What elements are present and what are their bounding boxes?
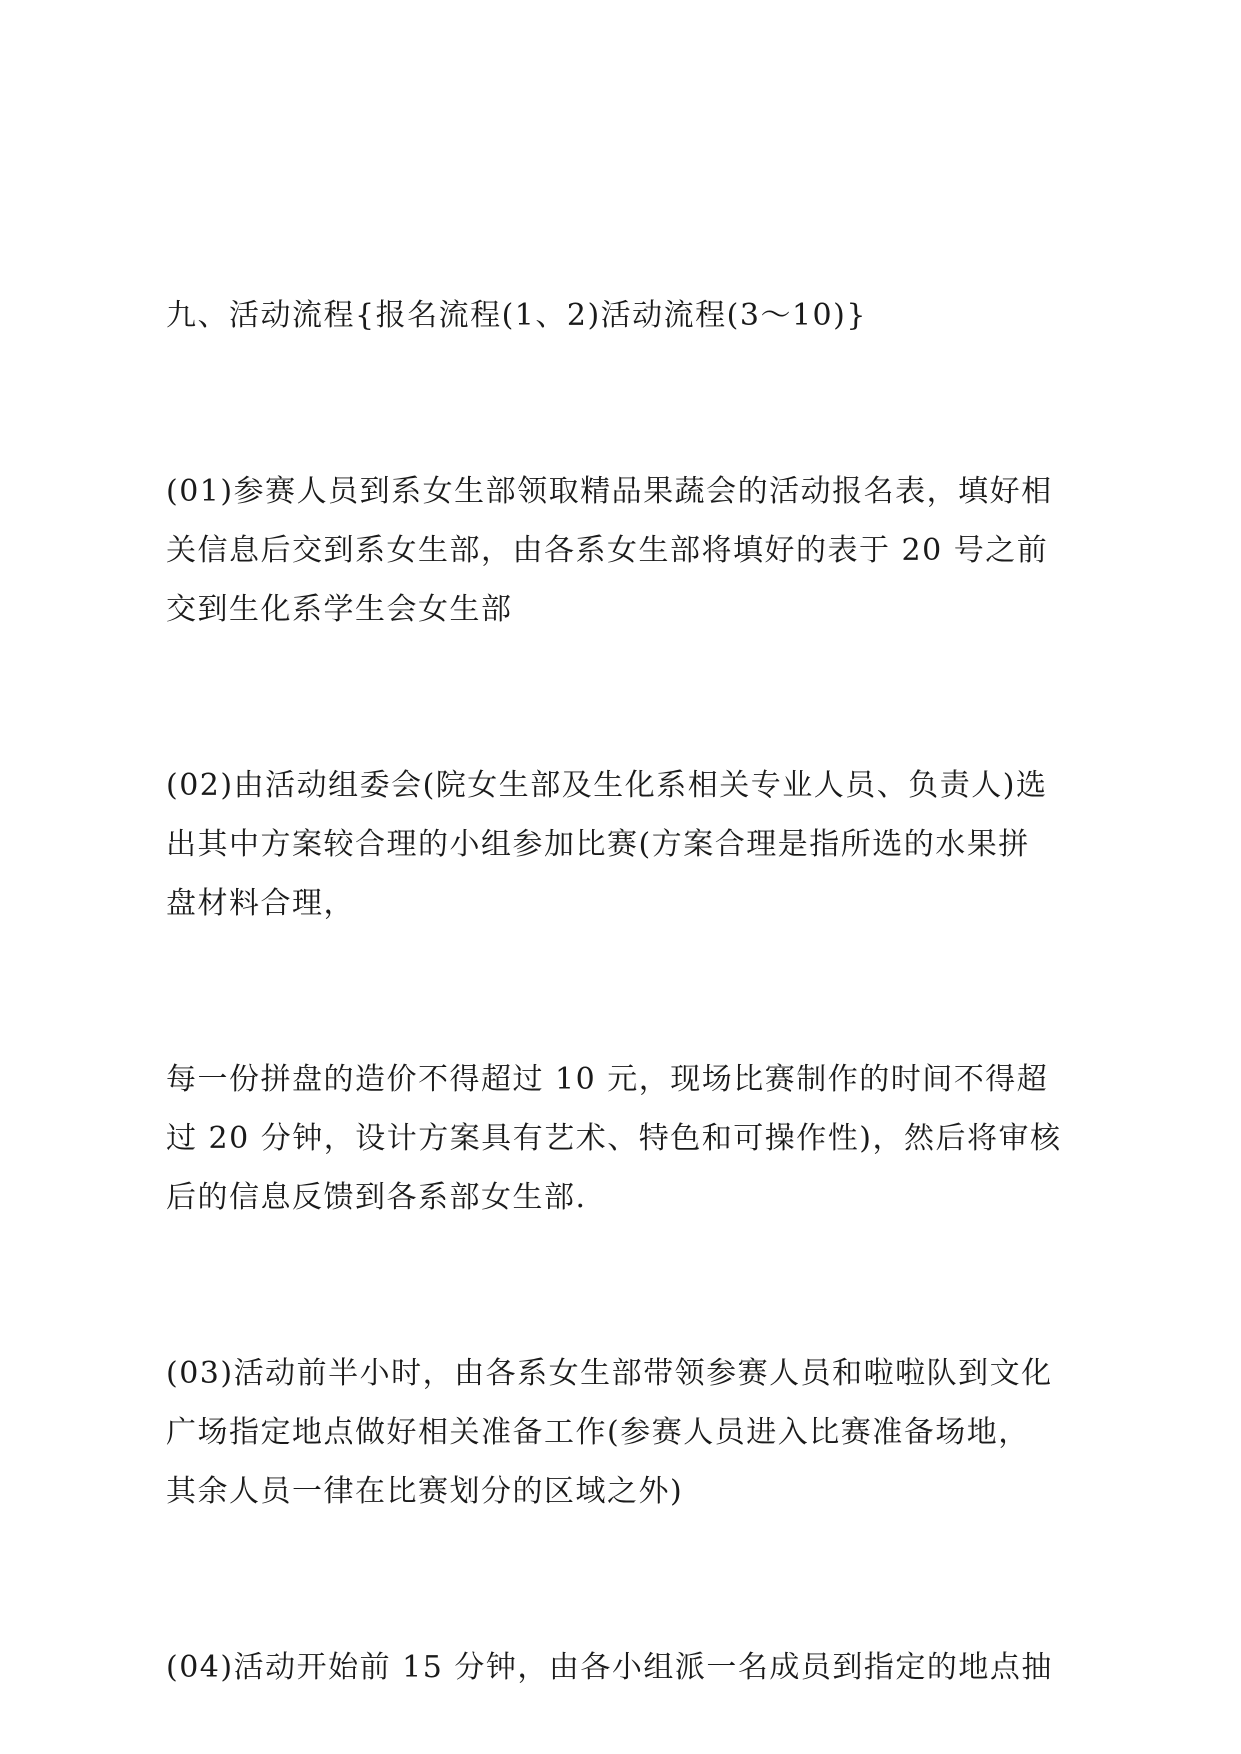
paragraph-spacer (166, 345, 1096, 462)
paragraph-line: 后的信息反馈到各系部女生部. (166, 1180, 587, 1215)
paragraph-line: 广场指定地点做好相关准备工作(参赛人员进入比赛准备场地， (166, 1415, 1030, 1450)
paragraph-line: 每一份拼盘的造价不得超过 10 元，现场比赛制作的时间不得超 (166, 1062, 1049, 1097)
paragraph-02 (166, 756, 1096, 933)
paragraph-line: (02)由活动组委会(院女生部及生化系相关专业人员、负责人)选 (166, 768, 1048, 803)
paragraph-spacer (166, 1227, 1096, 1344)
paragraph-spacer (166, 639, 1096, 756)
paragraph-line: 其余人员一律在比赛划分的区域之外) (166, 1474, 684, 1509)
heading-text: 九、活动流程{报名流程(1、2)活动流程(3～10)} (166, 298, 867, 333)
paragraph-01 (166, 462, 1096, 639)
paragraph-line: 交到生化系学生会女生部 (166, 592, 513, 627)
paragraph-line: 过 20 分钟，设计方案具有艺术、特色和可操作性)，然后将审核 (166, 1121, 1062, 1156)
paragraph-line: (03)活动前半小时，由各系女生部带领参赛人员和啦啦队到文化 (166, 1356, 1053, 1391)
paragraph-line: (04)活动开始前 15 分钟，由各小组派一名成员到指定的地点抽 (166, 1650, 1053, 1685)
paragraph-04 (166, 1638, 1096, 1697)
section-heading (166, 286, 1096, 345)
paragraph-02-continued (166, 1050, 1096, 1227)
document-body (166, 286, 1096, 1697)
paragraph-03 (166, 1344, 1096, 1521)
paragraph-line: 出其中方案较合理的小组参加比赛(方案合理是指所选的水果拼 (166, 827, 1030, 862)
paragraph-spacer (166, 1521, 1096, 1638)
paragraph-line: 盘材料合理， (166, 886, 355, 921)
paragraph-line: (01)参赛人员到系女生部领取精品果蔬会的活动报名表，填好相 (166, 474, 1053, 509)
paragraph-spacer (166, 933, 1096, 1050)
paragraph-line: 关信息后交到系女生部，由各系女生部将填好的表于 20 号之前 (166, 533, 1049, 568)
